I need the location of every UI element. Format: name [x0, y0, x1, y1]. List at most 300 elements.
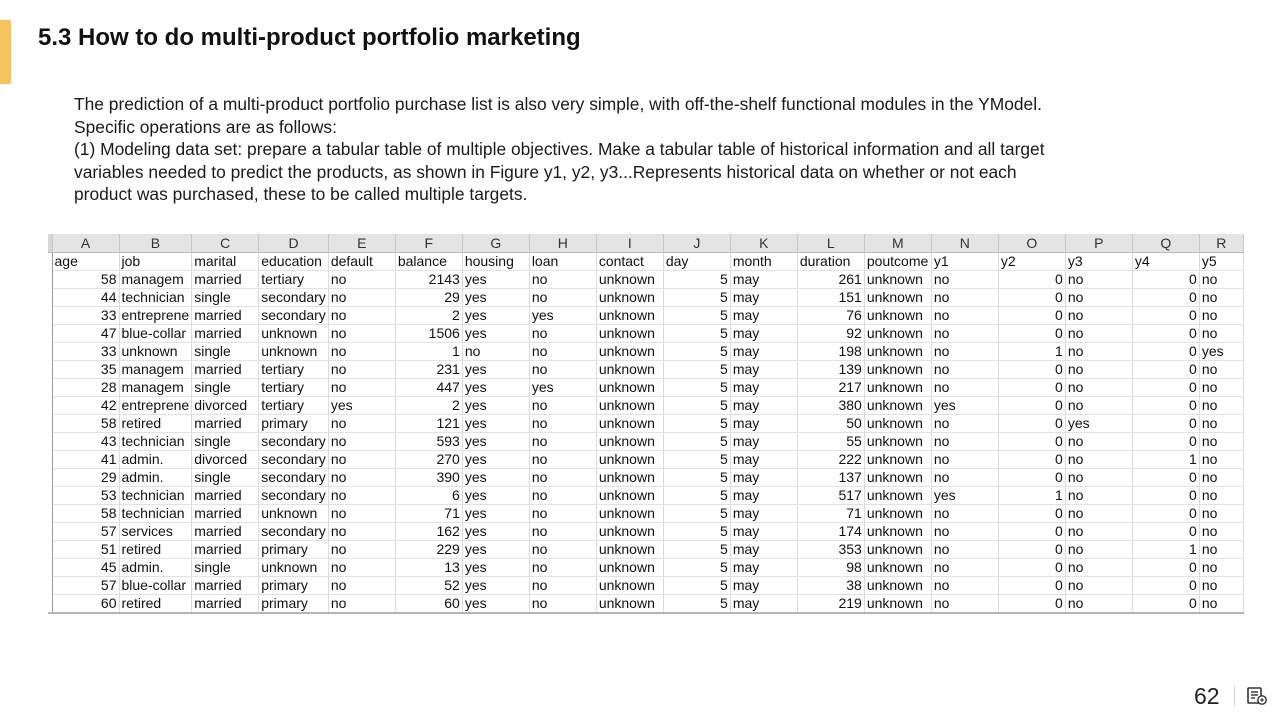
- header-cell[interactable]: poutcome: [864, 253, 931, 271]
- column-letter-header[interactable]: O: [998, 234, 1065, 253]
- table-cell[interactable]: 51: [52, 541, 119, 559]
- table-cell[interactable]: no: [529, 433, 596, 451]
- table-cell[interactable]: yes: [462, 541, 529, 559]
- table-cell[interactable]: unknown: [864, 451, 931, 469]
- table-cell[interactable]: 0: [998, 361, 1065, 379]
- table-cell[interactable]: tertiary: [259, 397, 329, 415]
- header-cell[interactable]: duration: [797, 253, 864, 271]
- table-cell[interactable]: 13: [395, 559, 462, 577]
- table-cell[interactable]: 0: [1132, 325, 1199, 343]
- table-cell[interactable]: 0: [1132, 271, 1199, 289]
- table-cell[interactable]: may: [730, 523, 797, 541]
- column-letter-header[interactable]: K: [730, 234, 797, 253]
- table-cell[interactable]: technician: [119, 487, 192, 505]
- column-letter-header[interactable]: Q: [1132, 234, 1199, 253]
- table-cell[interactable]: unknown: [596, 595, 663, 614]
- table-cell[interactable]: 0: [1132, 523, 1199, 541]
- table-cell[interactable]: yes: [462, 433, 529, 451]
- table-cell[interactable]: may: [730, 361, 797, 379]
- table-cell[interactable]: single: [192, 559, 259, 577]
- table-cell[interactable]: no: [529, 487, 596, 505]
- table-cell[interactable]: unknown: [596, 487, 663, 505]
- table-cell[interactable]: unknown: [596, 469, 663, 487]
- table-cell[interactable]: no: [931, 343, 998, 361]
- table-cell[interactable]: 29: [52, 469, 119, 487]
- table-cell[interactable]: managem: [119, 379, 192, 397]
- table-cell[interactable]: 33: [52, 307, 119, 325]
- table-cell[interactable]: no: [328, 541, 395, 559]
- table-cell[interactable]: 98: [797, 559, 864, 577]
- table-cell[interactable]: 1: [1132, 541, 1199, 559]
- table-cell[interactable]: 390: [395, 469, 462, 487]
- table-cell[interactable]: no: [328, 595, 395, 614]
- table-cell[interactable]: no: [1065, 577, 1132, 595]
- table-cell[interactable]: 517: [797, 487, 864, 505]
- table-cell[interactable]: may: [730, 271, 797, 289]
- table-cell[interactable]: unknown: [259, 343, 329, 361]
- table-cell[interactable]: technician: [119, 289, 192, 307]
- table-cell[interactable]: 0: [1132, 361, 1199, 379]
- table-cell[interactable]: 219: [797, 595, 864, 614]
- table-cell[interactable]: no: [1065, 523, 1132, 541]
- table-cell[interactable]: unknown: [596, 379, 663, 397]
- table-cell[interactable]: unknown: [864, 433, 931, 451]
- table-cell[interactable]: no: [1065, 379, 1132, 397]
- table-cell[interactable]: 5: [663, 559, 730, 577]
- column-letter-header[interactable]: E: [328, 234, 395, 253]
- table-cell[interactable]: 5: [663, 289, 730, 307]
- header-cell[interactable]: day: [663, 253, 730, 271]
- table-cell[interactable]: secondary: [259, 307, 329, 325]
- table-cell[interactable]: retired: [119, 415, 192, 433]
- table-cell[interactable]: no: [931, 523, 998, 541]
- table-cell[interactable]: no: [529, 361, 596, 379]
- column-letter-header[interactable]: G: [462, 234, 529, 253]
- table-cell[interactable]: may: [730, 415, 797, 433]
- table-cell[interactable]: unknown: [596, 505, 663, 523]
- table-cell[interactable]: no: [328, 577, 395, 595]
- table-cell[interactable]: single: [192, 469, 259, 487]
- table-cell[interactable]: 5: [663, 451, 730, 469]
- column-letter-header[interactable]: M: [864, 234, 931, 253]
- table-cell[interactable]: no: [1199, 595, 1243, 614]
- table-cell[interactable]: 270: [395, 451, 462, 469]
- table-cell[interactable]: admin.: [119, 451, 192, 469]
- table-cell[interactable]: yes: [328, 397, 395, 415]
- table-cell[interactable]: 5: [663, 469, 730, 487]
- table-cell[interactable]: married: [192, 361, 259, 379]
- table-cell[interactable]: 43: [52, 433, 119, 451]
- table-cell[interactable]: 5: [663, 325, 730, 343]
- table-cell[interactable]: yes: [462, 487, 529, 505]
- table-cell[interactable]: no: [1065, 487, 1132, 505]
- table-cell[interactable]: 162: [395, 523, 462, 541]
- table-cell[interactable]: unknown: [864, 577, 931, 595]
- table-cell[interactable]: technician: [119, 433, 192, 451]
- table-cell[interactable]: no: [1199, 307, 1243, 325]
- table-cell[interactable]: 50: [797, 415, 864, 433]
- table-cell[interactable]: 2: [395, 307, 462, 325]
- table-cell[interactable]: primary: [259, 541, 329, 559]
- table-cell[interactable]: no: [931, 271, 998, 289]
- table-cell[interactable]: tertiary: [259, 379, 329, 397]
- table-cell[interactable]: 0: [998, 289, 1065, 307]
- column-letter-header[interactable]: D: [259, 234, 329, 253]
- table-cell[interactable]: no: [1199, 325, 1243, 343]
- table-cell[interactable]: unknown: [596, 271, 663, 289]
- table-cell[interactable]: no: [1199, 397, 1243, 415]
- table-cell[interactable]: may: [730, 325, 797, 343]
- table-cell[interactable]: 45: [52, 559, 119, 577]
- table-cell[interactable]: may: [730, 397, 797, 415]
- table-cell[interactable]: 5: [663, 577, 730, 595]
- table-cell[interactable]: entreprene: [119, 397, 192, 415]
- table-cell[interactable]: 0: [998, 559, 1065, 577]
- table-cell[interactable]: secondary: [259, 451, 329, 469]
- table-cell[interactable]: 217: [797, 379, 864, 397]
- table-cell[interactable]: 0: [1132, 595, 1199, 614]
- table-cell[interactable]: no: [328, 559, 395, 577]
- table-cell[interactable]: may: [730, 451, 797, 469]
- table-cell[interactable]: married: [192, 487, 259, 505]
- table-cell[interactable]: yes: [462, 577, 529, 595]
- table-cell[interactable]: 0: [998, 397, 1065, 415]
- header-cell[interactable]: job: [119, 253, 192, 271]
- table-cell[interactable]: no: [1199, 289, 1243, 307]
- table-cell[interactable]: single: [192, 343, 259, 361]
- table-cell[interactable]: no: [529, 559, 596, 577]
- table-cell[interactable]: 5: [663, 361, 730, 379]
- table-cell[interactable]: primary: [259, 577, 329, 595]
- table-cell[interactable]: 0: [998, 505, 1065, 523]
- table-cell[interactable]: no: [931, 559, 998, 577]
- header-cell[interactable]: marital: [192, 253, 259, 271]
- table-cell[interactable]: admin.: [119, 559, 192, 577]
- table-cell[interactable]: no: [529, 523, 596, 541]
- table-cell[interactable]: no: [1065, 559, 1132, 577]
- table-cell[interactable]: 0: [1132, 559, 1199, 577]
- table-cell[interactable]: 0: [998, 577, 1065, 595]
- table-cell[interactable]: no: [1065, 469, 1132, 487]
- table-cell[interactable]: secondary: [259, 469, 329, 487]
- table-cell[interactable]: married: [192, 271, 259, 289]
- table-cell[interactable]: 5: [663, 433, 730, 451]
- table-cell[interactable]: 0: [1132, 415, 1199, 433]
- table-cell[interactable]: no: [328, 451, 395, 469]
- table-cell[interactable]: 0: [1132, 487, 1199, 505]
- table-cell[interactable]: no: [1199, 559, 1243, 577]
- table-cell[interactable]: 5: [663, 541, 730, 559]
- table-cell[interactable]: no: [1065, 451, 1132, 469]
- table-cell[interactable]: no: [1065, 289, 1132, 307]
- table-cell[interactable]: no: [931, 541, 998, 559]
- table-cell[interactable]: 229: [395, 541, 462, 559]
- table-cell[interactable]: 0: [998, 595, 1065, 614]
- table-cell[interactable]: 5: [663, 397, 730, 415]
- table-cell[interactable]: secondary: [259, 433, 329, 451]
- table-cell[interactable]: unknown: [864, 307, 931, 325]
- table-cell[interactable]: no: [328, 469, 395, 487]
- table-cell[interactable]: 1: [998, 343, 1065, 361]
- table-cell[interactable]: no: [931, 325, 998, 343]
- table-cell[interactable]: 261: [797, 271, 864, 289]
- table-cell[interactable]: no: [1065, 343, 1132, 361]
- table-cell[interactable]: no: [931, 307, 998, 325]
- table-cell[interactable]: no: [1199, 271, 1243, 289]
- table-cell[interactable]: 447: [395, 379, 462, 397]
- table-cell[interactable]: unknown: [259, 559, 329, 577]
- table-cell[interactable]: 1: [395, 343, 462, 361]
- table-cell[interactable]: 71: [395, 505, 462, 523]
- table-cell[interactable]: single: [192, 433, 259, 451]
- table-cell[interactable]: unknown: [864, 397, 931, 415]
- table-cell[interactable]: 5: [663, 343, 730, 361]
- table-cell[interactable]: no: [529, 541, 596, 559]
- table-cell[interactable]: married: [192, 415, 259, 433]
- table-cell[interactable]: no: [1065, 397, 1132, 415]
- header-cell[interactable]: contact: [596, 253, 663, 271]
- table-cell[interactable]: 0: [998, 271, 1065, 289]
- table-cell[interactable]: 0: [998, 541, 1065, 559]
- header-cell[interactable]: loan: [529, 253, 596, 271]
- table-cell[interactable]: no: [529, 469, 596, 487]
- table-cell[interactable]: 0: [1132, 505, 1199, 523]
- table-cell[interactable]: unknown: [259, 505, 329, 523]
- table-cell[interactable]: unknown: [864, 505, 931, 523]
- table-cell[interactable]: yes: [462, 289, 529, 307]
- table-cell[interactable]: may: [730, 487, 797, 505]
- table-cell[interactable]: married: [192, 307, 259, 325]
- table-cell[interactable]: married: [192, 595, 259, 614]
- table-cell[interactable]: unknown: [864, 289, 931, 307]
- table-cell[interactable]: unknown: [596, 343, 663, 361]
- table-cell[interactable]: unknown: [864, 379, 931, 397]
- column-letter-header[interactable]: R: [1199, 234, 1243, 253]
- header-cell[interactable]: y4: [1132, 253, 1199, 271]
- header-cell[interactable]: month: [730, 253, 797, 271]
- column-letter-header[interactable]: B: [119, 234, 192, 253]
- table-cell[interactable]: no: [1065, 307, 1132, 325]
- table-cell[interactable]: no: [1065, 595, 1132, 614]
- table-cell[interactable]: no: [1199, 451, 1243, 469]
- table-cell[interactable]: unknown: [864, 361, 931, 379]
- header-cell[interactable]: default: [328, 253, 395, 271]
- table-cell[interactable]: secondary: [259, 487, 329, 505]
- table-cell[interactable]: 151: [797, 289, 864, 307]
- table-cell[interactable]: may: [730, 289, 797, 307]
- table-cell[interactable]: tertiary: [259, 271, 329, 289]
- table-cell[interactable]: 5: [663, 505, 730, 523]
- table-cell[interactable]: 593: [395, 433, 462, 451]
- table-cell[interactable]: services: [119, 523, 192, 541]
- table-cell[interactable]: 5: [663, 379, 730, 397]
- table-cell[interactable]: no: [1199, 523, 1243, 541]
- table-cell[interactable]: unknown: [864, 559, 931, 577]
- table-cell[interactable]: yes: [462, 451, 529, 469]
- table-cell[interactable]: 0: [998, 451, 1065, 469]
- table-cell[interactable]: yes: [1065, 415, 1132, 433]
- table-cell[interactable]: unknown: [864, 271, 931, 289]
- table-cell[interactable]: unknown: [864, 343, 931, 361]
- table-cell[interactable]: yes: [529, 307, 596, 325]
- table-cell[interactable]: secondary: [259, 523, 329, 541]
- table-cell[interactable]: unknown: [596, 325, 663, 343]
- table-cell[interactable]: single: [192, 289, 259, 307]
- table-cell[interactable]: may: [730, 577, 797, 595]
- table-cell[interactable]: married: [192, 505, 259, 523]
- table-cell[interactable]: no: [931, 577, 998, 595]
- table-cell[interactable]: no: [1199, 469, 1243, 487]
- table-cell[interactable]: 1: [998, 487, 1065, 505]
- table-cell[interactable]: 353: [797, 541, 864, 559]
- table-cell[interactable]: unknown: [864, 325, 931, 343]
- table-cell[interactable]: yes: [462, 361, 529, 379]
- table-cell[interactable]: 231: [395, 361, 462, 379]
- table-cell[interactable]: 55: [797, 433, 864, 451]
- table-cell[interactable]: divorced: [192, 451, 259, 469]
- table-cell[interactable]: no: [1199, 577, 1243, 595]
- table-cell[interactable]: unknown: [259, 325, 329, 343]
- table-cell[interactable]: yes: [931, 397, 998, 415]
- table-cell[interactable]: no: [328, 325, 395, 343]
- table-cell[interactable]: no: [529, 451, 596, 469]
- table-cell[interactable]: no: [328, 523, 395, 541]
- header-cell[interactable]: age: [52, 253, 119, 271]
- table-cell[interactable]: 5: [663, 487, 730, 505]
- column-letter-header[interactable]: H: [529, 234, 596, 253]
- table-cell[interactable]: yes: [462, 415, 529, 433]
- table-cell[interactable]: no: [1199, 487, 1243, 505]
- table-cell[interactable]: yes: [529, 379, 596, 397]
- table-cell[interactable]: 0: [998, 469, 1065, 487]
- table-cell[interactable]: admin.: [119, 469, 192, 487]
- table-cell[interactable]: no: [1065, 433, 1132, 451]
- table-cell[interactable]: no: [1065, 325, 1132, 343]
- table-cell[interactable]: no: [529, 343, 596, 361]
- table-cell[interactable]: 60: [395, 595, 462, 614]
- table-cell[interactable]: 41: [52, 451, 119, 469]
- table-cell[interactable]: 0: [1132, 433, 1199, 451]
- table-cell[interactable]: no: [1065, 361, 1132, 379]
- table-cell[interactable]: retired: [119, 595, 192, 614]
- table-cell[interactable]: unknown: [596, 289, 663, 307]
- table-cell[interactable]: no: [328, 433, 395, 451]
- table-cell[interactable]: 2143: [395, 271, 462, 289]
- table-cell[interactable]: may: [730, 433, 797, 451]
- column-letter-header[interactable]: I: [596, 234, 663, 253]
- table-cell[interactable]: unknown: [864, 487, 931, 505]
- table-cell[interactable]: no: [328, 487, 395, 505]
- table-cell[interactable]: unknown: [596, 307, 663, 325]
- table-cell[interactable]: unknown: [596, 541, 663, 559]
- table-cell[interactable]: tertiary: [259, 361, 329, 379]
- table-cell[interactable]: no: [328, 343, 395, 361]
- table-cell[interactable]: 58: [52, 505, 119, 523]
- header-cell[interactable]: y2: [998, 253, 1065, 271]
- table-cell[interactable]: no: [931, 379, 998, 397]
- table-cell[interactable]: no: [1199, 505, 1243, 523]
- table-cell[interactable]: no: [1065, 541, 1132, 559]
- table-cell[interactable]: 44: [52, 289, 119, 307]
- table-cell[interactable]: yes: [462, 397, 529, 415]
- table-cell[interactable]: 58: [52, 271, 119, 289]
- table-cell[interactable]: unknown: [596, 577, 663, 595]
- column-letter-header[interactable]: J: [663, 234, 730, 253]
- table-cell[interactable]: no: [1065, 505, 1132, 523]
- table-cell[interactable]: 2: [395, 397, 462, 415]
- table-cell[interactable]: may: [730, 595, 797, 614]
- table-cell[interactable]: blue-collar: [119, 577, 192, 595]
- table-cell[interactable]: 5: [663, 307, 730, 325]
- table-cell[interactable]: 28: [52, 379, 119, 397]
- header-cell[interactable]: balance: [395, 253, 462, 271]
- table-cell[interactable]: no: [328, 379, 395, 397]
- table-cell[interactable]: no: [328, 271, 395, 289]
- table-cell[interactable]: 57: [52, 577, 119, 595]
- table-cell[interactable]: yes: [462, 523, 529, 541]
- table-cell[interactable]: married: [192, 577, 259, 595]
- table-cell[interactable]: no: [1199, 361, 1243, 379]
- table-cell[interactable]: 380: [797, 397, 864, 415]
- table-cell[interactable]: 139: [797, 361, 864, 379]
- table-cell[interactable]: may: [730, 505, 797, 523]
- table-cell[interactable]: 0: [998, 379, 1065, 397]
- table-cell[interactable]: 0: [998, 325, 1065, 343]
- table-cell[interactable]: 5: [663, 415, 730, 433]
- table-cell[interactable]: unknown: [864, 469, 931, 487]
- table-cell[interactable]: no: [931, 289, 998, 307]
- table-cell[interactable]: may: [730, 469, 797, 487]
- column-letter-header[interactable]: C: [192, 234, 259, 253]
- table-cell[interactable]: unknown: [596, 559, 663, 577]
- table-cell[interactable]: 198: [797, 343, 864, 361]
- table-cell[interactable]: 0: [1132, 307, 1199, 325]
- column-letter-header[interactable]: N: [931, 234, 998, 253]
- table-cell[interactable]: no: [931, 415, 998, 433]
- table-cell[interactable]: unknown: [596, 361, 663, 379]
- table-cell[interactable]: 1: [1132, 451, 1199, 469]
- table-cell[interactable]: no: [328, 289, 395, 307]
- table-cell[interactable]: 42: [52, 397, 119, 415]
- table-cell[interactable]: no: [931, 361, 998, 379]
- table-cell[interactable]: no: [1199, 541, 1243, 559]
- table-cell[interactable]: unknown: [596, 451, 663, 469]
- table-cell[interactable]: may: [730, 307, 797, 325]
- table-cell[interactable]: 58: [52, 415, 119, 433]
- header-cell[interactable]: education: [259, 253, 329, 271]
- table-cell[interactable]: married: [192, 325, 259, 343]
- table-cell[interactable]: no: [462, 343, 529, 361]
- table-cell[interactable]: no: [931, 595, 998, 614]
- table-cell[interactable]: no: [328, 307, 395, 325]
- table-cell[interactable]: no: [931, 505, 998, 523]
- column-letter-header[interactable]: A: [52, 234, 119, 253]
- table-cell[interactable]: no: [328, 415, 395, 433]
- table-cell[interactable]: 76: [797, 307, 864, 325]
- table-cell[interactable]: 92: [797, 325, 864, 343]
- table-cell[interactable]: 57: [52, 523, 119, 541]
- table-cell[interactable]: entreprene: [119, 307, 192, 325]
- table-cell[interactable]: 29: [395, 289, 462, 307]
- table-cell[interactable]: yes: [462, 469, 529, 487]
- table-cell[interactable]: no: [328, 505, 395, 523]
- table-cell[interactable]: 0: [998, 415, 1065, 433]
- table-cell[interactable]: no: [328, 361, 395, 379]
- table-cell[interactable]: yes: [462, 595, 529, 614]
- table-cell[interactable]: unknown: [864, 415, 931, 433]
- table-cell[interactable]: no: [529, 397, 596, 415]
- table-cell[interactable]: managem: [119, 271, 192, 289]
